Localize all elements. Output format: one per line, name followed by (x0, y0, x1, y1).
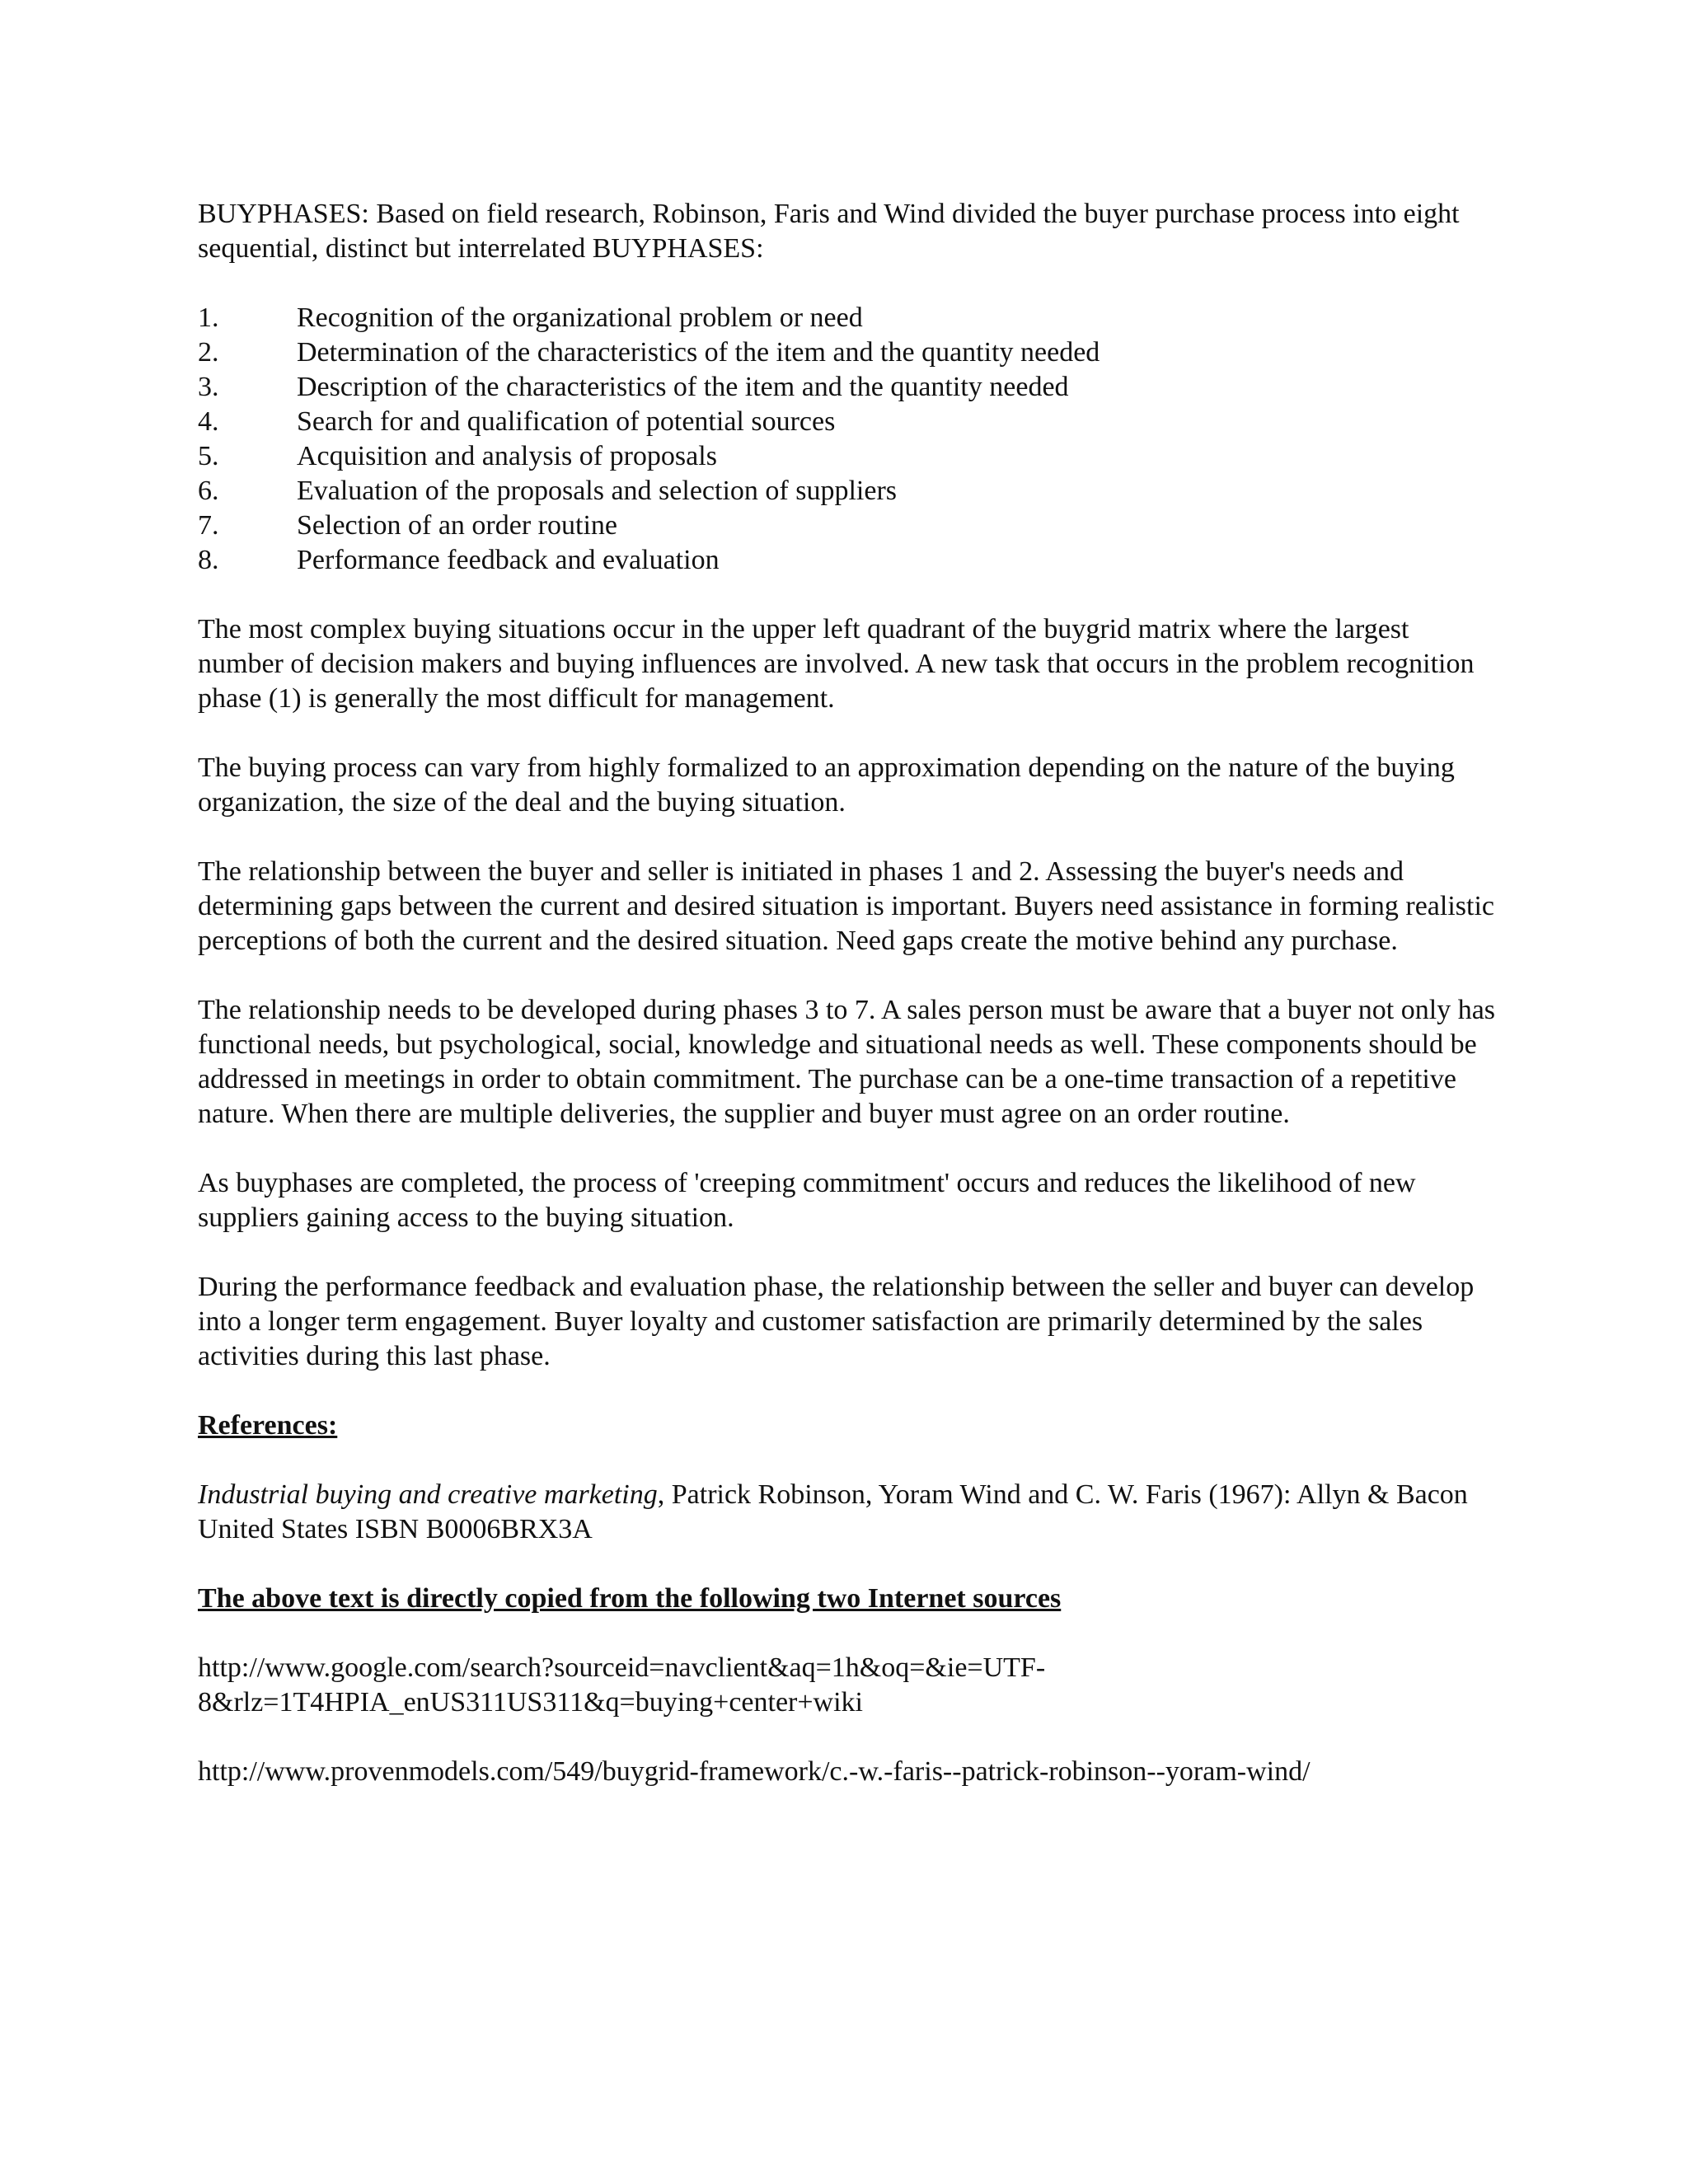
list-item-text: Acquisition and analysis of proposals (297, 441, 717, 471)
source-url-line: http://www.google.com/search?sourceid=navclient&aq=1h&oq=&ie=UTF- (198, 1652, 1046, 1683)
list-item-number: 5. (198, 441, 219, 471)
references-heading: References: (198, 1410, 338, 1441)
source-url-provenmodels[interactable] (198, 1755, 1500, 1789)
list-item (198, 474, 1500, 509)
list-item-number: 7. (198, 510, 219, 541)
buyphases-list (198, 301, 1500, 578)
source-url-line: http://www.provenmodels.com/549/buygrid-framework/c.-w.-faris--patrick-robinson--yoram-wind/ (198, 1756, 1311, 1787)
source-url-google[interactable] (198, 1651, 1500, 1720)
body-paragraph: During the performance feedback and evaluation phase, the relationship between the seller and buyer can develop into a longer term engagement. Buyer loyalty and customer satisfaction are primarily determined by the sales activities during this last phase. (198, 1272, 1475, 1371)
list-item-text: Recognition of the organizational problem or need (297, 302, 863, 333)
list-item-number: 6. (198, 476, 219, 506)
intro-paragraph: BUYPHASES: Based on field research, Robinson, Faris and Wind divided the buyer purchase process into eight sequential, distinct but interrelated BUYPHASES: (198, 199, 1460, 264)
body-paragraph: The relationship between the buyer and seller is initiated in phases 1 and 2. Assessing the buyer's needs and determining gaps between the current and desired situation is important. Buyers need assistance in forming realistic perceptions of both the current and the desired situation. Need gaps create the motive behind any purchase. (198, 856, 1494, 956)
list-item-text: Selection of an order routine (297, 510, 617, 541)
list-item (198, 301, 1500, 335)
list-item-text: Determination of the characteristics of the item and the quantity needed (297, 337, 1100, 368)
list-item-text: Description of the characteristics of the item and the quantity needed (297, 372, 1069, 402)
reference-title: Industrial buying and creative marketing (198, 1479, 658, 1510)
list-item-number: 1. (198, 302, 219, 333)
body-paragraph: The most complex buying situations occur in the upper left quadrant of the buygrid matrix where the largest number of decision makers and buying influences are involved. A new task that occurs in the problem recognition phase (1) is generally the most difficult for management. (198, 614, 1475, 714)
list-item (198, 543, 1500, 578)
body-paragraph: The relationship needs to be developed during phases 3 to 7. A sales person must be aware that a buyer not only has functional needs, but psychological, social, knowledge and situational needs as well. These components should be addressed in meetings in order to obtain commitment. The purchase can be a one-time transaction of a repetitive nature. When there are multiple deliveries, the supplier and buyer must agree on an order routine. (198, 995, 1496, 1129)
list-item (198, 439, 1500, 474)
sources-heading: The above text is directly copied from the following two Internet sources (198, 1583, 1062, 1614)
reference-details: , Patrick Robinson, Yoram Wind and C. W. Faris (1967): Allyn & Bacon United States ISBN B0006BRX3A (198, 1479, 1468, 1544)
list-item-text: Search for and qualification of potential sources (297, 406, 836, 437)
list-item (198, 509, 1500, 543)
list-item (198, 370, 1500, 405)
list-item-number: 4. (198, 406, 219, 437)
list-item-number: 2. (198, 337, 219, 368)
source-url-line: 8&rlz=1T4HPIA_enUS311US311&q=buying+center+wiki (198, 1687, 863, 1718)
body-paragraph: The buying process can vary from highly formalized to an approximation depending on the nature of the buying organization, the size of the deal and the buying situation. (198, 752, 1455, 818)
list-item-number: 3. (198, 372, 219, 402)
body-paragraph: As buyphases are completed, the process of 'creeping commitment' occurs and reduces the likelihood of new suppliers gaining access to the buying situation. (198, 1168, 1416, 1233)
list-item-text: Evaluation of the proposals and selection of suppliers (297, 476, 897, 506)
list-item-number: 8. (198, 545, 219, 575)
list-item (198, 335, 1500, 370)
reference-entry (198, 1478, 1500, 1547)
list-item-text: Performance feedback and evaluation (297, 545, 720, 575)
list-item (198, 405, 1500, 439)
document-page (198, 197, 1500, 1824)
